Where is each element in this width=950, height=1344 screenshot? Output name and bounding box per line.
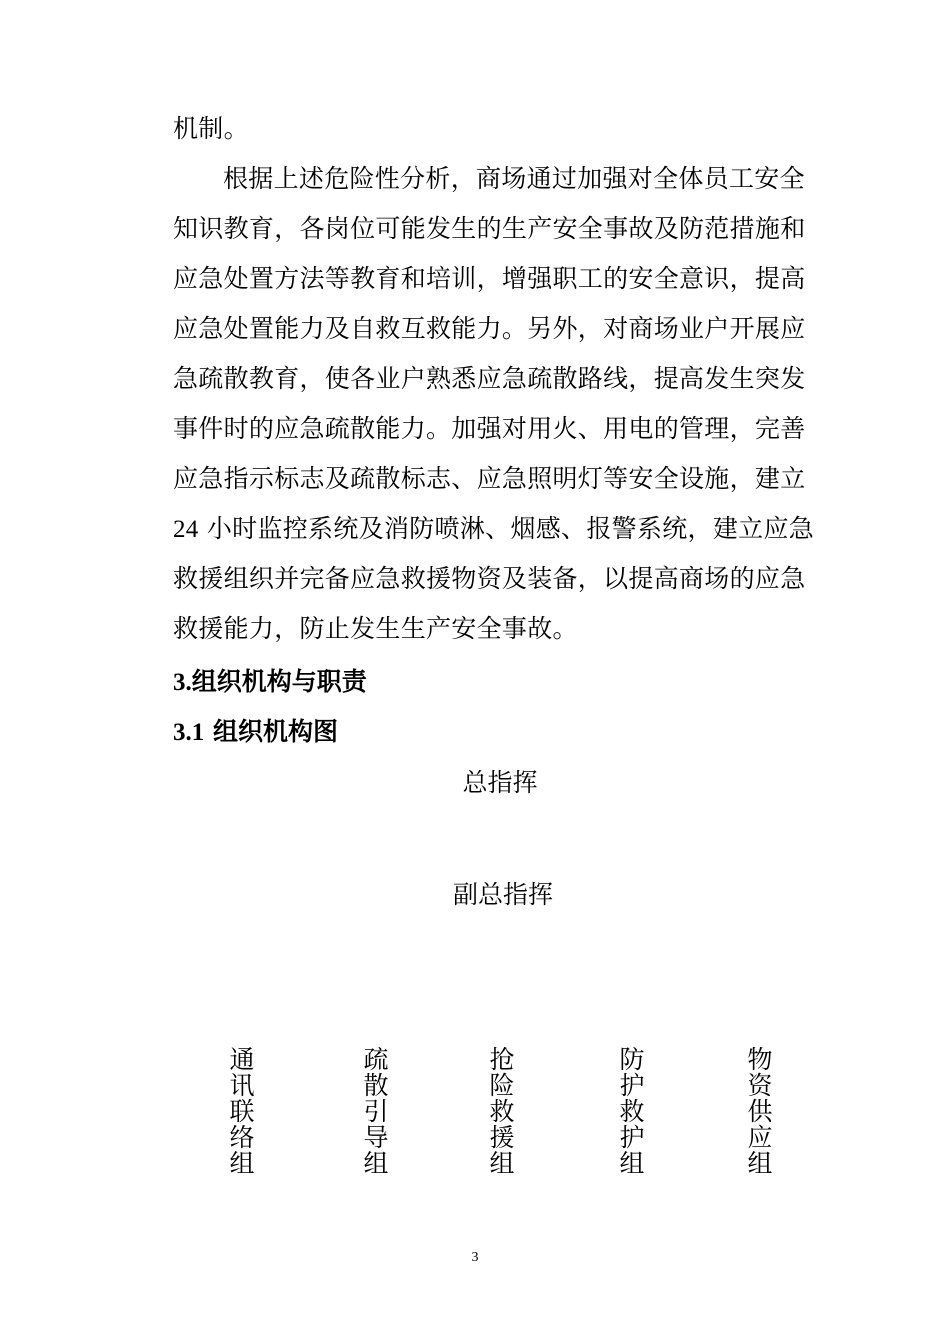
group-char: 供 — [747, 1097, 773, 1126]
group-char: 散 — [363, 1071, 389, 1100]
text-line: 应急处置方法等教育和培训，增强职工的安全意识，提高 — [173, 264, 806, 293]
group-char: 引 — [363, 1097, 389, 1126]
group-char: 组 — [619, 1149, 645, 1178]
org-group-supplies — [740, 1047, 780, 1177]
text-line: 应急处置能力及自救互救能力。另外，对商场业户开展应 — [173, 314, 806, 343]
org-group-rescue — [482, 1047, 522, 1177]
group-char: 联 — [229, 1097, 255, 1126]
group-char: 护 — [619, 1123, 645, 1152]
page-number: 3 — [471, 1250, 479, 1265]
text-line: 根据上述危险性分析，商场通过加强对全体员工安全 — [223, 164, 805, 193]
group-char: 组 — [229, 1149, 255, 1178]
group-char: 抢 — [489, 1045, 515, 1074]
text-line-rest: 小时监控系统及消防喷淋、烟感、报警系统，建立应急 — [206, 514, 815, 543]
org-group-evacuation — [356, 1047, 396, 1177]
org-node-deputy: 副总指挥 — [452, 880, 553, 909]
group-char: 通 — [229, 1045, 255, 1074]
section-title: 组织机构与职责 — [191, 667, 367, 696]
text-line: 事件时的应急疏散能力。加强对用火、用电的管理，完善 — [173, 414, 806, 443]
group-char: 组 — [489, 1149, 515, 1178]
text-line: 救援组织并完备应急救援物资及装备，以提高商场的应急 — [173, 564, 806, 593]
text-line: 救援能力，防止发生生产安全事故。 — [173, 614, 578, 643]
text-line: 知识教育，各岗位可能发生的生产安全事故及防范措施和 — [173, 214, 806, 243]
section-heading — [173, 662, 367, 703]
org-group-communication — [222, 1047, 262, 1177]
group-char: 险 — [489, 1071, 515, 1100]
group-char: 援 — [489, 1123, 515, 1152]
group-char: 资 — [747, 1071, 773, 1100]
text-line: 机制。 — [173, 114, 249, 143]
group-char: 护 — [619, 1071, 645, 1100]
body-paragraph — [173, 104, 813, 654]
group-char: 络 — [229, 1123, 255, 1152]
group-char: 救 — [619, 1097, 645, 1126]
group-char: 应 — [747, 1123, 773, 1152]
group-char: 组 — [363, 1149, 389, 1178]
group-char: 物 — [747, 1045, 773, 1074]
subsection-heading — [173, 712, 338, 753]
hours-number: 24 — [173, 516, 199, 543]
group-char: 讯 — [229, 1071, 255, 1100]
group-char: 防 — [619, 1045, 645, 1074]
text-line: 急疏散教育，使各业户熟悉应急疏散路线，提高发生突发 — [173, 364, 806, 393]
org-node-chief: 总指挥 — [462, 768, 538, 797]
org-group-protection — [612, 1047, 652, 1177]
section-number: 3. — [173, 669, 192, 696]
text-line — [173, 504, 813, 554]
group-char: 导 — [363, 1123, 389, 1152]
subsection-title: 组织机构图 — [212, 717, 338, 746]
group-char: 疏 — [363, 1045, 389, 1074]
subsection-number: 3.1 — [173, 719, 205, 746]
group-char: 救 — [489, 1097, 515, 1126]
group-char: 组 — [747, 1149, 773, 1178]
text-line: 应急指示标志及疏散标志、应急照明灯等安全设施，建立 — [173, 464, 806, 493]
